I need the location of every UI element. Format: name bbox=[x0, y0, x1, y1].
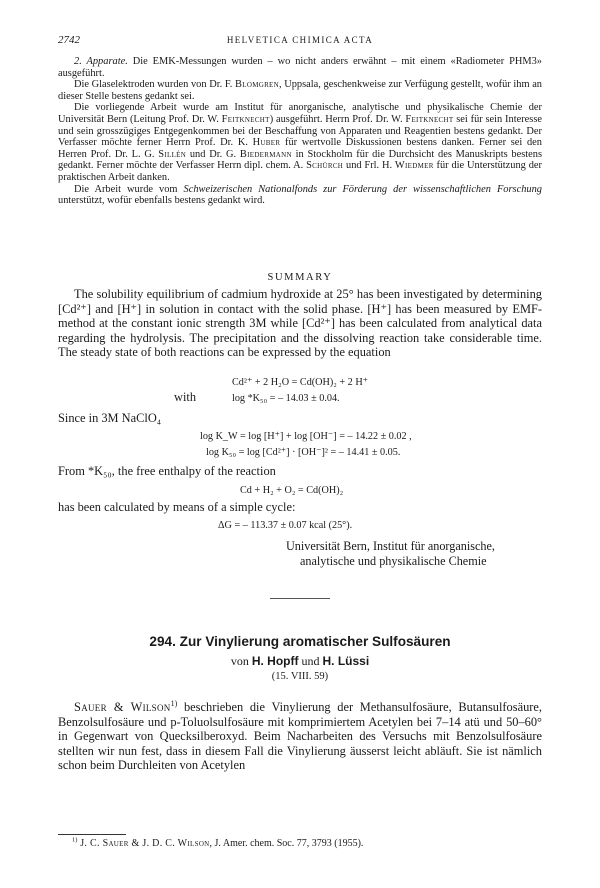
calc-line: has been calculated by means of a simple cycle: bbox=[58, 500, 296, 514]
section-separator bbox=[270, 598, 330, 599]
equation-Kso: log K₅₀ = log [Cd²⁺] · [OH⁻]² = – 14.41 ± 0.05. bbox=[206, 447, 401, 458]
footnote-ref: 1) bbox=[170, 698, 178, 708]
electrode-paragraph: Die Glaselektroden wurden von Dr. F. Blomgren, Uppsala, geschenkweise zur Verfügung gestellt, wofür ihm an dieser Stelle bestens gedankt sei. bbox=[58, 79, 543, 102]
summary-paragraph: The solubility equilibrium of cadmium hydroxide at 25° has been investigated by determining [Cd²⁺] and [H⁺] in solution in contact with the solid phase. [H⁺] has been measured by EMF-method at the constant ionic strength 3M while [Cd²⁺] has been calculated from analytical data regarding the hydrolysis. The precipitation and the dissolving reaction take considerable time. The steady state of both reactions can be expressed by the equation bbox=[58, 287, 542, 360]
summary-heading: SUMMARY bbox=[267, 272, 333, 283]
equation-logK: log *K₅₀ = – 14.03 ± 0.04. bbox=[232, 393, 340, 404]
funding-paragraph: Die Arbeit wurde vom Schweizerischen Nationalfonds zur Förderung der wissenschaftlichen Forschung unterstützt, wofür ebenfalls bestens gedankt wird. bbox=[58, 183, 542, 207]
from-line: From *K₅₀, the free enthalpy of the reaction bbox=[58, 464, 276, 478]
footnote-rule bbox=[58, 834, 126, 835]
apparatus-section bbox=[58, 56, 542, 207]
equation-Kw: log K_W = log [H⁺] + log [OH⁻] = – 14.22 ± 0.02 , bbox=[200, 431, 412, 442]
article-body: Sauer & Wilson$^{1)}$ beschrieben die Vinylierung der Methansulfosäure, Butansulfosäure, Benzolsulfosäure und p-Toluolsulfosäure mit komprimiertem Acetylen bei 7–14 atü und 50–60° in Gegenwart von Quecksilberoxyd. Beim Nacharbeiten des Versuchs mit Benzolsulfosäure stellten wir nun fest, dass in diesem Fall die Vinylierung äusserst leicht abläuft. Sie ist nämlich schon beim Durchleiten von Acetylen bbox=[58, 698, 542, 773]
equation-reaction: Cd + H₂ + O₂ = Cd(OH)₂ bbox=[240, 485, 344, 496]
apparatus-label: 2. Apparate. bbox=[74, 56, 128, 67]
equation-hydrolysis: Cd²⁺ + 2 H₂O = Cd(OH)₂ + 2 H⁺ bbox=[232, 377, 369, 388]
running-header bbox=[58, 34, 542, 48]
footnote: $^{1)}$ J. C. Sauer & J. D. C. Wilson, J. Amer. chem. Soc. 77, 3793 (1955). bbox=[72, 836, 364, 849]
apparatus-paragraph: 2. Apparate. Die EMK-Messungen wurden – wo nicht anders erwähnt – mit einem «Radiometer PHM3» ausgeführt. bbox=[58, 56, 542, 79]
journal-title: HELVETICA CHIMICA ACTA bbox=[226, 35, 374, 45]
with-label: with bbox=[174, 390, 197, 404]
page-number: 2742 bbox=[58, 34, 80, 46]
article-date: (15. VIII. 59) bbox=[271, 671, 329, 682]
affiliation: Universität Bern, Institut für anorganische, analytische und physikalische Chemie bbox=[286, 539, 495, 568]
article-title: 294. Zur Vinylierung aromatischer Sulfosäuren bbox=[149, 634, 451, 649]
article-authors: von H. Hopff und H. Lüssi bbox=[230, 654, 370, 668]
since-line: Since in 3M NaClO₄ bbox=[58, 411, 162, 425]
equation-deltaG: ΔG = – 113.37 ± 0.07 kcal (25°). bbox=[218, 520, 353, 531]
acknowledgement-paragraph: Die vorliegende Arbeit wurde am Institut für anorganische, analytische und physikalische Chemie der Universität Bern (Leitung Prof. Dr. W. Feitknecht) ausgeführt. Herrn Prof. Dr. W. Feitknecht sei für sein Interesse und sein grosszügiges Entgegenkommen bei der Beschaffung von Apparaten und Reagentien bestens gedankt. Der Verfasser möchte ferner Herrn Prof. Dr. K. Huber für wertvolle Diskussionen bestens danken. Ferner sei den Herren Prof. Dr. L. G. Sillén und Dr. G. Biedermann in Stockholm für die Durchsicht des Manuskripts bestens gedankt. Ferner möchte der Verfasser Herrn dipl. chem. A. Schürch und Frl. H. Wiedmer für die Unterstützung der praktischen Arbeit danken. bbox=[58, 102, 542, 183]
